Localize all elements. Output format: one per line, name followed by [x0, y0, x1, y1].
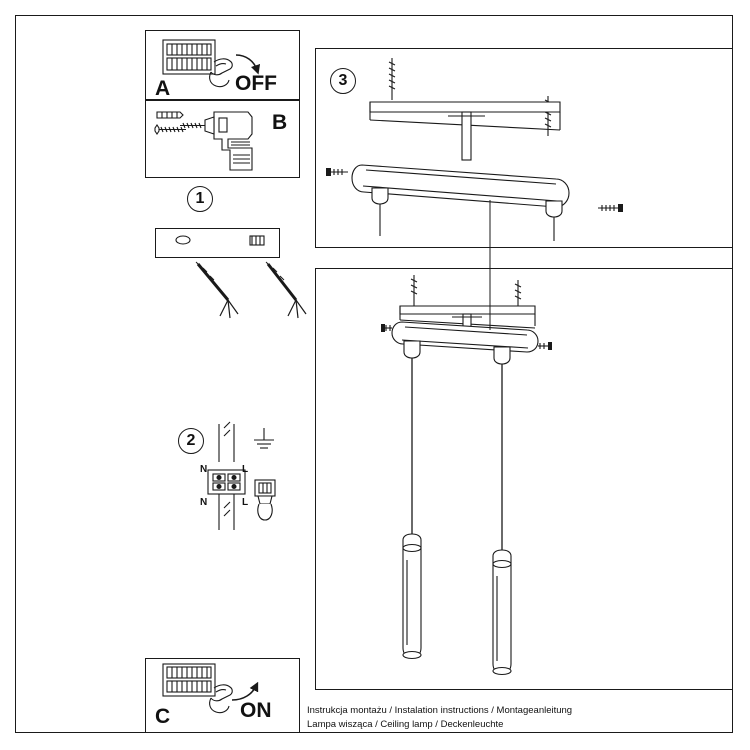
- terminal-label-n-bottom: N: [200, 497, 208, 508]
- step-c-label: C: [155, 705, 171, 728]
- panel-b-tools: [155, 112, 252, 170]
- step-3-badge: 3: [330, 68, 356, 94]
- terminal-label-l-bottom: L: [242, 497, 249, 508]
- step-a-label: A: [155, 77, 171, 100]
- footer-line-2: Lampa wisząca / Ceiling lamp / Deckenleuchte: [307, 719, 504, 730]
- step-1-badge: 1: [187, 186, 213, 212]
- step-c-state-on: ON: [240, 699, 272, 722]
- step-b-label: B: [272, 111, 288, 134]
- main-lamp-assembly: [381, 275, 552, 675]
- panel-2-terminal: [208, 422, 275, 530]
- panel-3-ceilingbar: [326, 58, 623, 241]
- terminal-label-l-top: L: [242, 464, 249, 475]
- step-2-badge: 2: [178, 428, 204, 454]
- panel-1-wires: [176, 236, 306, 318]
- terminal-label-n-top: N: [200, 464, 208, 475]
- step-a-state-off: OFF: [235, 72, 277, 95]
- footer-line-1: Instrukcja montażu / Instalation instructions / Montageanleitung: [307, 705, 573, 716]
